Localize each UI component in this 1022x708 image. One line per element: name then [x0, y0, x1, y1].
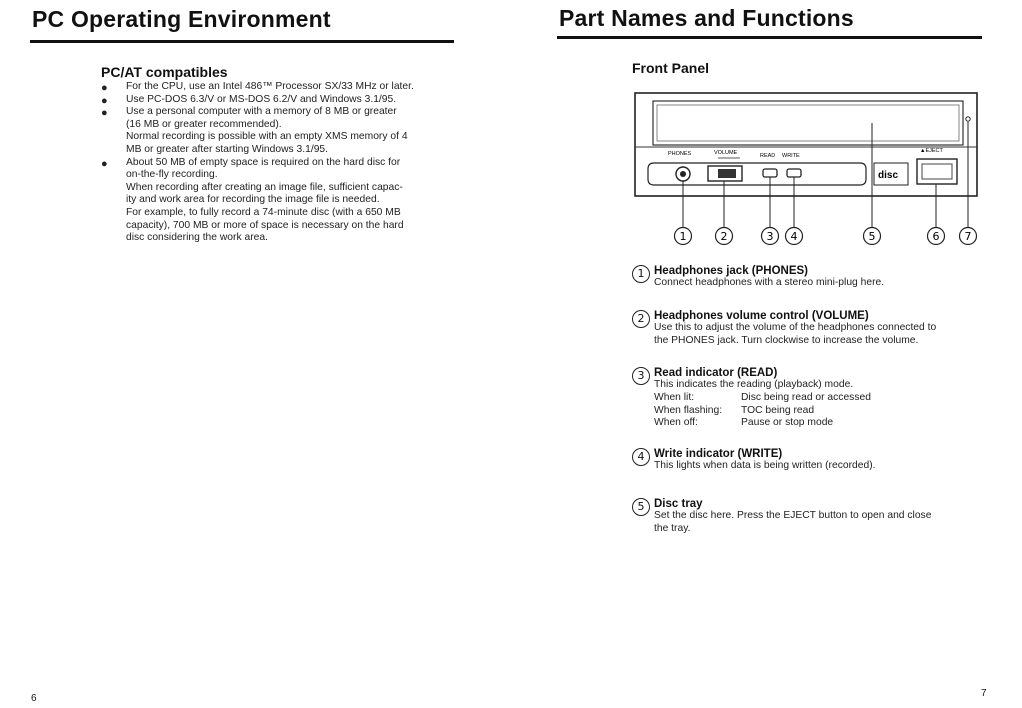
requirement-note: ity and work area for recording the image file is needed. [126, 194, 380, 206]
read-state-off [654, 417, 992, 430]
item-title: Read indicator (READ) [654, 367, 778, 379]
callout-6-label: 6 [932, 230, 940, 243]
item-number-3: 3 [632, 367, 650, 385]
part-item-read [632, 367, 992, 430]
read-state-flashing [654, 405, 992, 418]
item-desc: Connect headphones with a stereo mini-plug here. [654, 277, 885, 288]
callout-4-label: 4 [790, 230, 798, 243]
requirement-note: When recording after creating an image file, sufficient capac- [126, 181, 403, 193]
requirement-text: For the CPU, use an Intel 486™ Processor SX/33 MHz or later. [126, 81, 414, 92]
emergency-eject-hole-icon [966, 117, 970, 121]
state-key: When flashing: [654, 404, 723, 416]
state-key: When lit: [654, 391, 695, 403]
requirement-note: disc considering the work area. [126, 232, 268, 244]
requirement-cpu [98, 81, 458, 94]
requirements-list [98, 81, 458, 245]
requirement-disc-space [98, 157, 458, 170]
state-value: Disc being read or accessed [741, 391, 871, 403]
item-desc: This indicates the reading (playback) mode. [654, 379, 854, 390]
part-item-volume [632, 310, 992, 348]
state-value: TOC being read [741, 404, 815, 416]
pc-at-heading: PC/AT compatibles [101, 64, 228, 80]
requirement-text: Use a personal computer with a memory of 8 MB or greater [126, 106, 397, 118]
read-label: READ [760, 153, 776, 159]
left-title-rule [30, 40, 454, 43]
item-title: Write indicator (WRITE) [654, 448, 783, 460]
callout-5-label: 5 [868, 230, 876, 243]
tray-window [653, 101, 963, 145]
item-desc: Use this to adjust the volume of the headphones connected to [654, 322, 937, 333]
left-page-number: 6 [31, 693, 37, 704]
volume-label: VOLUME [714, 150, 738, 156]
callout-7-label: 7 [964, 230, 972, 243]
callout-2-label: 2 [720, 230, 728, 243]
left-page-title: PC Operating Environment [32, 6, 331, 32]
right-page-title: Part Names and Functions [559, 5, 854, 31]
read-state-lit [654, 392, 992, 405]
requirement-note: MB or greater after starting Windows 3.1/95. [126, 143, 329, 155]
requirement-note: capacity), 700 MB or more of space is necessary on the hard [126, 219, 404, 231]
phones-label: PHONES [668, 151, 692, 157]
right-page-number: 7 [981, 688, 987, 699]
callout-1-label: 1 [679, 230, 687, 243]
item-desc: This lights when data is being written (recorded). [654, 460, 876, 471]
requirement-memory [98, 106, 458, 119]
bullet-icon: ● [101, 94, 108, 107]
requirement-continuation: (16 MB or greater recommended). [126, 118, 282, 130]
requirement-text: Use PC-DOS 6.3/V or MS-DOS 6.2/V and Windows 3.1/95. [126, 93, 397, 105]
item-number-5: 5 [632, 498, 650, 516]
state-key: When off: [654, 417, 698, 429]
requirement-os [98, 94, 458, 107]
item-desc: the tray. [654, 522, 691, 534]
item-number-4: 4 [632, 448, 650, 466]
bullet-icon: ● [101, 82, 108, 94]
part-item-phones [632, 265, 992, 290]
item-number-2: 2 [632, 310, 650, 328]
bullet-icon: ● [101, 157, 108, 170]
front-panel-diagram [620, 85, 1000, 255]
requirement-continuation: on-the-fly recording. [126, 169, 218, 181]
item-title: Headphones jack (PHONES) [654, 265, 809, 277]
callout-3-label: 3 [766, 230, 774, 243]
requirement-text: About 50 MB of empty space is required on the hard disc for [126, 156, 401, 168]
read-indicator-icon [763, 169, 777, 177]
eject-label: ▲EJECT [920, 148, 943, 154]
cd-logo-text: disc [878, 170, 899, 181]
state-value: Pause or stop mode [741, 417, 834, 429]
front-panel-heading: Front Panel [632, 60, 710, 76]
part-item-write [632, 448, 992, 473]
requirement-note: Normal recording is possible with an empty XMS memory of 4 [126, 131, 408, 143]
write-indicator-icon [787, 169, 801, 177]
item-title: Headphones volume control (VOLUME) [654, 310, 869, 322]
item-title: Disc tray [654, 498, 703, 510]
item-number-1: 1 [632, 265, 650, 283]
write-label: WRITE [782, 153, 800, 159]
item-desc: Set the disc here. Press the EJECT button to open and close [654, 510, 932, 521]
part-item-disc-tray [632, 498, 992, 536]
requirement-note: For example, to fully record a 74-minute disc (with a 650 MB [126, 206, 401, 218]
item-desc: the PHONES jack. Turn clockwise to increase the volume. [654, 334, 919, 346]
right-title-rule [557, 36, 982, 39]
eject-button-icon [917, 159, 957, 184]
bullet-icon: ● [101, 107, 108, 120]
